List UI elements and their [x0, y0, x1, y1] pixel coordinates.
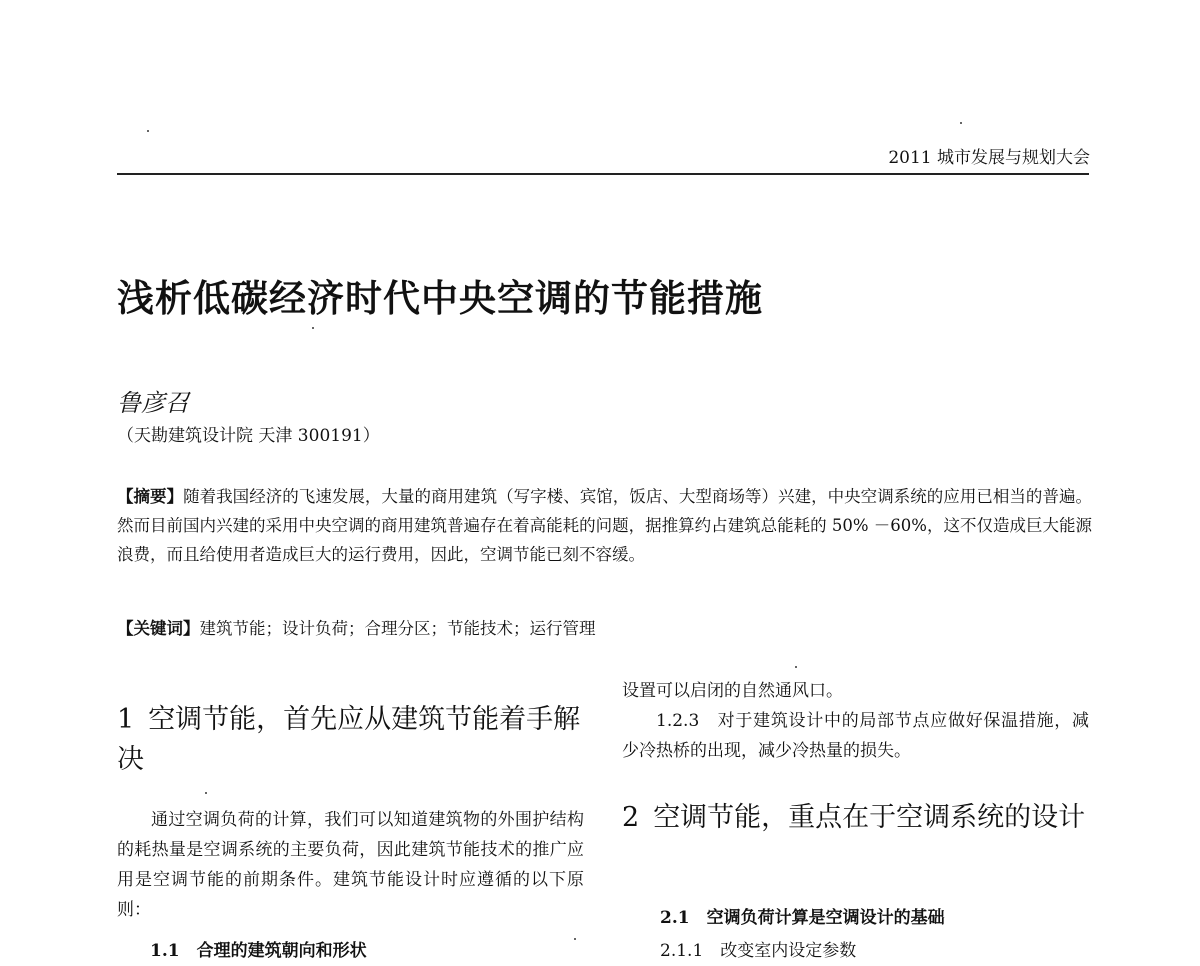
header-rule	[117, 173, 1089, 175]
scan-speck	[312, 327, 314, 329]
article-title: 浅析低碳经济时代中央空调的节能措施	[117, 276, 763, 320]
keywords-label: 【关键词】	[117, 619, 200, 638]
author-name: 鲁彦召	[117, 389, 189, 417]
section-1-heading	[117, 700, 584, 780]
scan-speck	[147, 130, 149, 132]
continuation-line: 设置可以启闭的自然通风口。	[622, 681, 843, 701]
subsection-2-1-heading: 2.1 空调负荷计算是空调设计的基础	[660, 908, 945, 928]
section-1-paragraph: 通过空调负荷的计算，我们可以知道建筑物的外围护结构的耗热量是空调系统的主要负荷，因此建筑节能技术的推广应用是空调节能的前期条件。建筑节能设计时应遵循的以下原则：	[117, 810, 584, 920]
running-header: 2011 城市发展与规划大会	[888, 148, 1090, 168]
section-2-heading-wrap	[622, 798, 1089, 838]
scan-speck	[795, 666, 797, 668]
left-column	[117, 700, 584, 780]
subsection-2-1-1-heading: 2.1.1 改变室内设定参数	[660, 941, 857, 961]
section-2-number: 2	[622, 802, 640, 833]
keywords	[117, 615, 1092, 639]
section-1-title: 空调节能，首先应从建筑节能着手解决	[117, 704, 581, 775]
section-2-title: 空调节能，重点在于空调系统的设计	[653, 802, 1086, 833]
section-1-number: 1	[117, 704, 135, 735]
abstract	[117, 482, 1092, 569]
abstract-label: 【摘要】	[117, 487, 184, 506]
scan-speck	[960, 122, 962, 124]
keywords-text: 建筑节能；设计负荷；合理分区；节能技术；运行管理	[199, 619, 596, 638]
subsection-1-1-heading: 1.1 合理的建筑朝向和形状	[150, 941, 367, 961]
scan-speck	[205, 792, 207, 794]
item-1-2-3: 1.2.3 对于建筑设计中的局部节点应做好保温措施，减少冷热桥的出现，减少冷热量的损失。	[622, 711, 1089, 761]
abstract-text: 随着我国经济的飞速发展，大量的商用建筑（写字楼、宾馆，饭店、大型商场等）兴建，中央空调系统的应用已相当的普遍。然而目前国内兴建的采用中央空调的商用建筑普遍存在着高能耗的问题，据推算约占建筑总能耗的 50% －60%，这不仅造成巨大能源浪费，而且给使用者造成巨大的运行费用，因此，空调节能已刻不容缓。	[117, 487, 1093, 564]
author-affiliation: （天勘建筑设计院 天津 300191）	[117, 426, 380, 446]
section-2-heading	[622, 798, 1089, 838]
